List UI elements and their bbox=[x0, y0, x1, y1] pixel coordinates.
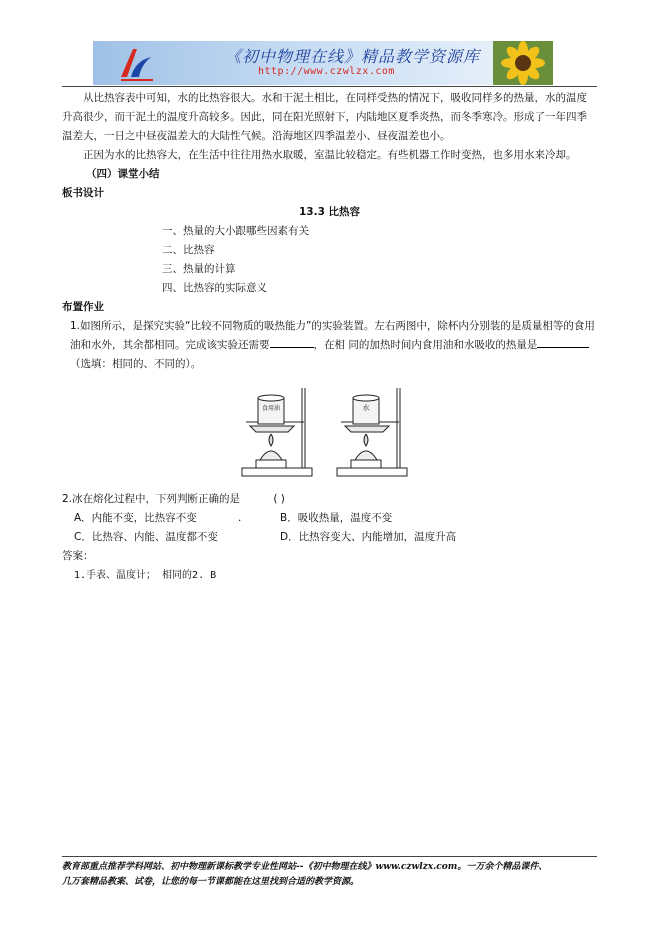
summary-heading: （四）课堂小结 bbox=[86, 168, 160, 180]
homework-heading: 布置作业 bbox=[62, 301, 104, 313]
answer-heading: 答案： bbox=[62, 550, 94, 562]
question-2 bbox=[62, 490, 597, 509]
outline-item: 三、热量的计算 bbox=[162, 263, 236, 275]
question-1-text-b: ，在相 同的加热时间内食用油和水吸收的热量是 bbox=[313, 339, 538, 351]
header-banner bbox=[93, 41, 553, 85]
outline-item: 二、比热容 bbox=[162, 244, 215, 256]
main-content bbox=[62, 89, 597, 585]
board-title: 13.3 比热容 bbox=[298, 206, 361, 218]
answer-blank-1 bbox=[270, 336, 314, 348]
option-c: C．比热容、内能、温度都不变 bbox=[74, 531, 218, 543]
answer-text: 1.手表、温度计； 相同的2. B bbox=[74, 570, 217, 581]
heating-apparatus-diagram bbox=[240, 384, 410, 484]
question-1-text-a: 1.如图所示，是探究实验“比较不同物质的吸热能力”的实验装置。左右两图中，除杯内分别装的是质量相等的食用油和水外，其余都相同。完成该实验还需要 bbox=[70, 320, 595, 351]
question-1 bbox=[62, 317, 597, 374]
option-d: D．比热容变大、内能增加，温度升高 bbox=[280, 531, 457, 543]
option-a-dot: . bbox=[238, 512, 242, 524]
option-a: A．内能不变，比热容不变 bbox=[74, 512, 197, 524]
footer-line-2: 几万套精品教案、试卷，让您的每一节课都能在这里找到合适的教学资源。 bbox=[62, 877, 360, 887]
header-rule bbox=[62, 86, 597, 87]
experiment-figure bbox=[62, 384, 597, 484]
paragraph-application: 正因为水的比热容大，在生活中往往用热水取暖，室温比较稳定。有些机器工作时变热，也多用水来冷却。 bbox=[83, 149, 577, 161]
sunflower-icon bbox=[493, 41, 553, 85]
oil-label: 食用油 bbox=[261, 405, 281, 412]
question-2-options-row-2 bbox=[62, 528, 597, 547]
site-logo-icon bbox=[115, 43, 157, 83]
outline-item: 一、热量的大小跟哪些因素有关 bbox=[162, 225, 309, 237]
question-1-text-c: （选填：相同的、不同的）。 bbox=[70, 358, 202, 370]
footer-rule bbox=[62, 856, 597, 857]
footer bbox=[62, 860, 602, 890]
question-2-paren: ( ) bbox=[273, 493, 285, 505]
board-heading: 板书设计 bbox=[62, 187, 104, 199]
outline-item: 四、比热容的实际意义 bbox=[162, 282, 267, 294]
footer-line-1: 教育部重点推荐学科网站、初中物理新课标教学专业性网站--《初中物理在线》www.czwlzx.com。一万余个精品课件、 bbox=[62, 862, 548, 872]
question-2-stem: 2.冰在熔化过程中，下列判断正确的是 bbox=[62, 493, 241, 505]
site-title: 《初中物理在线》精品教学资源库 bbox=[225, 47, 481, 66]
question-2-options-row-1 bbox=[62, 509, 597, 528]
site-url[interactable]: http://www.czwlzx.com bbox=[258, 66, 395, 77]
water-label: 水 bbox=[362, 404, 370, 412]
option-b: B．吸收热量，温度不变 bbox=[280, 512, 393, 524]
paragraph-climate: 从比热容表中可知，水的比热容很大。水和干泥土相比，在同样受热的情况下，吸收同样多的热量，水的温度升高很少，而干泥土的温度升高较多。因此，同在阳光照射下，内陆地区夏季炎热，而冬季寒冷。形成了一年四季温差大，一日之中昼夜温差大的大陆性气候。沿海地区四季温差小、昼夜温差也小。 bbox=[62, 92, 587, 142]
answer-blank-2 bbox=[537, 336, 589, 348]
